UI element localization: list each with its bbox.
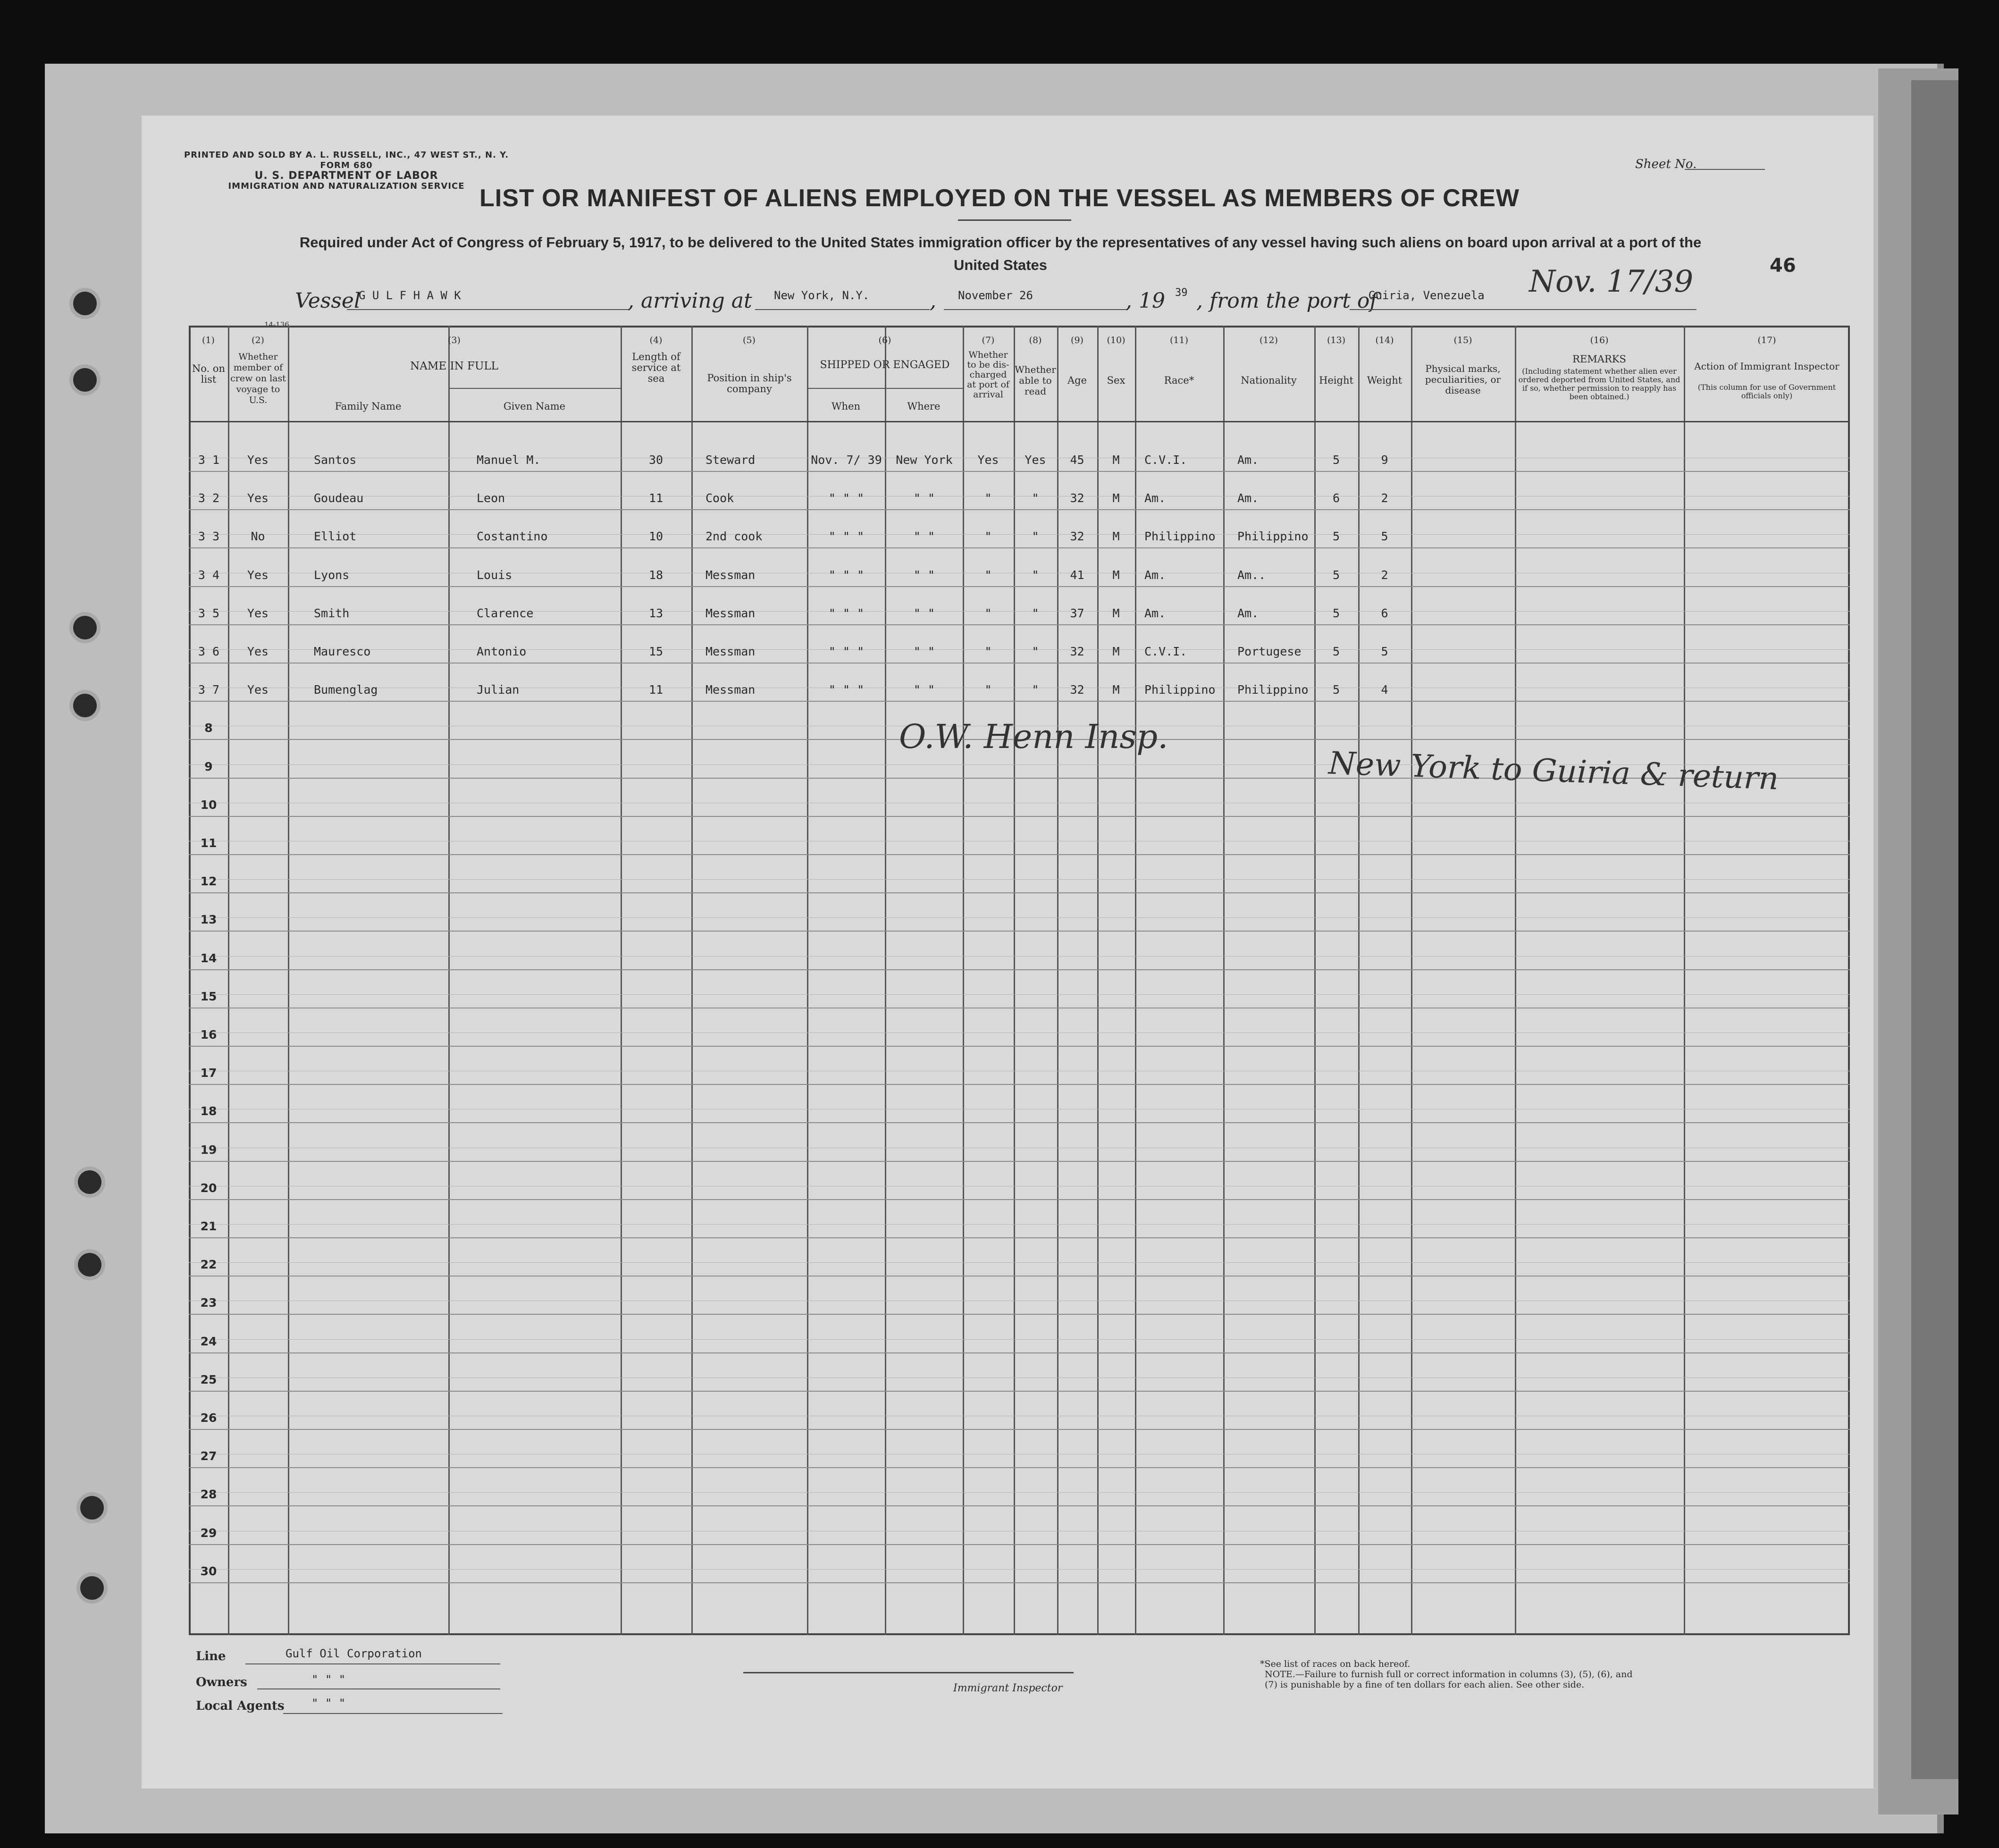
col-header-race: Race* [1164, 375, 1194, 386]
col-header-shipped: SHIPPED OR ENGAGED [820, 359, 950, 371]
cell-family-name: Elliot [314, 529, 357, 543]
cell-no: 3 7 [198, 683, 220, 697]
route-note: New York to Guiria & return [1327, 745, 1780, 797]
departure-handwritten: Nov. 17/39 [1529, 264, 1694, 299]
cell-nationality: Am. [1237, 606, 1259, 620]
row-subrule [189, 1224, 1850, 1225]
manifest-table [189, 326, 1850, 1635]
owners-underline [257, 1688, 500, 1689]
cell-no: 3 1 [198, 453, 220, 467]
document-title: LIST OR MANIFEST OF ALIENS EMPLOYED ON THE VESSEL AS MEMBERS OF CREW [479, 185, 1520, 212]
binder-hole-icon [73, 616, 97, 639]
form-code: 14-136 [264, 320, 289, 329]
cell-no: 3 2 [198, 491, 220, 505]
cell-given-name: Costantino [477, 529, 548, 543]
cell-discharged: " [984, 491, 992, 505]
owners-value: " " " [311, 1673, 346, 1686]
blank-row-number: 9 [204, 760, 213, 773]
header-bottom-rule [189, 421, 1850, 422]
cell-age: 37 [1070, 606, 1084, 620]
cell-service: 11 [648, 491, 664, 505]
column-divider [1057, 326, 1058, 1635]
blank-row-number: 14 [200, 951, 217, 965]
blank-row-number: 23 [200, 1296, 217, 1310]
blank-row-number: 20 [200, 1181, 217, 1195]
cell-nationality: Philippino [1237, 529, 1309, 543]
cell-height: 5 [1332, 606, 1340, 620]
row-rule [189, 509, 1850, 510]
cell-height: 5 [1332, 453, 1340, 467]
cell-discharged: " [984, 645, 992, 658]
date-underline [944, 309, 1128, 310]
column-divider [1515, 326, 1516, 1635]
cell-service: 30 [648, 453, 664, 467]
column-divider [691, 326, 693, 1635]
sheet-no-label: Sheet No. [1635, 157, 1697, 171]
row-rule [189, 1544, 1850, 1545]
cell-when: " " " [828, 645, 865, 658]
cell-age: 32 [1070, 491, 1084, 505]
cell-age: 45 [1070, 453, 1084, 467]
cell-age: 32 [1070, 645, 1084, 658]
cell-last-voyage: No [251, 529, 265, 543]
vessel-label: Vessel [295, 289, 361, 313]
cell-where: " " [913, 683, 935, 697]
col-number: (17) [1757, 335, 1776, 345]
cell-family-name: Lyons [314, 568, 350, 582]
cell-sex: M [1112, 568, 1120, 582]
cell-read: Yes [1025, 453, 1046, 467]
cell-weight: 4 [1381, 683, 1388, 697]
column-divider [288, 326, 289, 1635]
form-number: FORM 680 [320, 160, 373, 170]
blank-row-number: 21 [200, 1219, 217, 1233]
races-note: *See list of races on back hereof. [1260, 1659, 1411, 1669]
cell-position: Steward [706, 453, 756, 467]
column-divider [448, 326, 450, 1635]
row-rule [189, 471, 1850, 472]
year-suffix: 39 [1175, 287, 1188, 299]
column-divider [1223, 326, 1225, 1635]
required-statement: Required under Act of Congress of February 5, 1917, to be delivered to the United States immigration officer by the representatives of any vessel having such aliens on board upon arrival at a port of the United States [299, 234, 1702, 273]
cell-nationality: Am. [1237, 453, 1259, 467]
cell-when: " " " [828, 529, 865, 543]
col-number: (2) [252, 335, 264, 345]
department-name: U. S. DEPARTMENT OF LABOR [254, 170, 438, 182]
cell-family-name: Mauresco [314, 645, 371, 658]
row-rule [189, 892, 1850, 893]
col-header-height: Height [1319, 375, 1353, 386]
col-number: (14) [1375, 335, 1394, 345]
line-value: Gulf Oil Corporation [286, 1647, 422, 1660]
blank-row-number: 10 [200, 798, 217, 812]
cell-last-voyage: Yes [247, 453, 269, 467]
cell-race: Philippino [1144, 529, 1216, 543]
cell-nationality: Am.. [1237, 568, 1266, 582]
row-rule [189, 547, 1850, 548]
blank-row-number: 24 [200, 1335, 217, 1348]
cell-sex: M [1112, 683, 1120, 697]
owners-label: Owners [196, 1675, 247, 1689]
row-rule [189, 1237, 1850, 1238]
column-divider [228, 326, 229, 1635]
row-rule [189, 1467, 1850, 1468]
cell-weight: 2 [1381, 568, 1388, 582]
cell-weight: 5 [1381, 645, 1388, 658]
cell-service: 18 [648, 568, 664, 582]
blank-row-number: 11 [200, 836, 217, 850]
cell-age: 32 [1070, 529, 1084, 543]
col-header-last-voyage: Whether member of crew on last voyage to U.S. [230, 352, 286, 405]
col-header-family-name: Family Name [335, 401, 402, 412]
blank-row-number: 18 [200, 1104, 217, 1118]
col-header-sex: Sex [1107, 375, 1125, 386]
row-rule [189, 1046, 1850, 1047]
cell-last-voyage: Yes [247, 568, 269, 582]
cell-discharged: " [984, 683, 992, 697]
cell-when: " " " [828, 606, 865, 620]
cell-service: 10 [648, 529, 664, 543]
row-rule [189, 1122, 1850, 1123]
cell-race: Am. [1144, 568, 1166, 582]
cell-discharged: " [984, 529, 992, 543]
blank-row-number: 16 [200, 1028, 217, 1042]
cell-sex: M [1112, 645, 1120, 658]
cell-where: " " [913, 645, 935, 658]
row-rule [189, 1391, 1850, 1392]
blank-row-number: 30 [200, 1564, 217, 1578]
col-header-nationality: Nationality [1241, 375, 1297, 386]
cell-no: 3 6 [198, 645, 220, 658]
cell-read: " [1032, 683, 1039, 697]
agents-underline [283, 1713, 503, 1714]
blank-row-number: 25 [200, 1373, 217, 1386]
col-header-where: Where [907, 401, 941, 412]
cell-nationality: Philippino [1237, 683, 1309, 697]
binder-hole-icon [78, 1253, 101, 1277]
cell-read: " [1032, 529, 1039, 543]
cell-position: Messman [706, 568, 756, 582]
column-divider [1135, 326, 1136, 1635]
col-number: (9) [1071, 335, 1083, 345]
column-divider [1684, 326, 1685, 1635]
row-rule [189, 854, 1850, 855]
col-header-name: NAME IN FULL [410, 360, 498, 372]
blank-row-number: 13 [200, 913, 217, 926]
cell-height: 5 [1332, 568, 1340, 582]
immigrant-inspector-label: Immigrant Inspector [953, 1682, 1063, 1694]
row-rule [189, 1199, 1850, 1200]
row-rule [189, 1276, 1850, 1277]
cell-given-name: Leon [477, 491, 505, 505]
binder-hole-icon [73, 368, 97, 392]
row-subrule [189, 956, 1850, 957]
sheet-no-line [1685, 169, 1765, 170]
blank-row-number: 19 [200, 1143, 217, 1157]
col-number: (5) [743, 335, 756, 345]
cell-family-name: Bumenglag [314, 683, 378, 697]
col-header-age: Age [1067, 375, 1087, 386]
cell-weight: 2 [1381, 491, 1388, 505]
cell-race: C.V.I. [1144, 645, 1187, 658]
arriving-label: , arriving at [628, 289, 752, 313]
binder-hole-icon [73, 292, 97, 315]
blank-row-number: 28 [200, 1487, 217, 1501]
binder-hole-icon [80, 1576, 104, 1600]
blank-row-number: 15 [200, 990, 217, 1003]
blank-row-number: 17 [200, 1066, 217, 1080]
row-rule [189, 663, 1850, 664]
row-rule [189, 1314, 1850, 1315]
col-number: (16) [1590, 335, 1609, 345]
date-comma: , [930, 289, 936, 313]
row-rule [189, 1352, 1850, 1353]
cell-discharged: " [984, 606, 992, 620]
col-header-physical-marks: Physical marks, peculiarities, or disease [1425, 363, 1501, 396]
line-label: Line [196, 1649, 226, 1663]
blank-row-number: 27 [200, 1449, 217, 1463]
cell-when: " " " [828, 683, 865, 697]
service-name: IMMIGRATION AND NATURALIZATION SERVICE [228, 181, 465, 191]
printer-line: PRINTED AND SOLD BY A. L. RUSSELL, INC., 47 WEST ST., N. Y. [184, 150, 509, 160]
cell-race: Philippino [1144, 683, 1216, 697]
cell-sex: M [1112, 606, 1120, 620]
column-divider [1358, 326, 1360, 1635]
row-subrule [189, 917, 1850, 918]
cell-weight: 9 [1381, 453, 1388, 467]
cell-where: New York [896, 453, 953, 467]
cell-age: 32 [1070, 683, 1084, 697]
page-number: 46 [1770, 255, 1796, 277]
paper-stack-edge-dark [1911, 80, 1958, 1779]
column-divider [885, 326, 886, 1635]
cell-given-name: Clarence [477, 606, 534, 620]
row-rule [189, 1505, 1850, 1506]
col-header-inspector-action: Action of Immigrant Inspector [1694, 361, 1839, 372]
col-header-when: When [831, 401, 861, 412]
col-number: (13) [1327, 335, 1345, 345]
cell-when: " " " [828, 491, 865, 505]
row-subrule [189, 1569, 1850, 1570]
arriving-underline [755, 309, 930, 310]
cell-last-voyage: Yes [247, 491, 269, 505]
cell-family-name: Smith [314, 606, 350, 620]
row-rule [189, 931, 1850, 932]
line-underline [245, 1663, 500, 1664]
col-header-given-name: Given Name [503, 401, 566, 412]
penalty-note-2: (7) is punishable by a fine of ten dollars for each alien. See other side. [1265, 1680, 1585, 1690]
arrival-date: November 26 [958, 289, 1033, 302]
col-header-read: Whether able to read [1015, 364, 1056, 397]
cell-when: " " " [828, 568, 865, 582]
row-subrule [189, 1339, 1850, 1340]
row-rule [189, 1084, 1850, 1085]
cell-weight: 6 [1381, 606, 1388, 620]
cell-position: Messman [706, 606, 756, 620]
cell-service: 15 [648, 645, 664, 658]
cell-service: 11 [648, 683, 664, 697]
cell-family-name: Santos [314, 453, 357, 467]
cell-given-name: Julian [477, 683, 520, 697]
row-rule [189, 701, 1850, 702]
name-subheader-rule [448, 388, 621, 389]
col-header-weight: Weight [1367, 375, 1403, 386]
local-agents-label: Local Agents [196, 1699, 285, 1713]
cell-given-name: Louis [477, 568, 512, 582]
inspector-signature: O.W. Henn Insp. [899, 717, 1168, 756]
col-number: (12) [1259, 335, 1278, 345]
binder-hole-icon [80, 1496, 104, 1520]
column-divider [963, 326, 964, 1635]
cell-last-voyage: Yes [247, 645, 269, 658]
cell-where: " " [913, 568, 935, 582]
blank-row-number: 12 [200, 874, 217, 888]
col-header-inspector-sub: (This column for use of Government officials only) [1697, 383, 1836, 400]
cell-no: 3 3 [198, 529, 220, 543]
cell-race: C.V.I. [1144, 453, 1187, 467]
cell-read: " [1032, 606, 1039, 620]
cell-family-name: Goudeau [314, 491, 364, 505]
col-header-remarks-sub: (Including statement whether alien ever ordered deported from United States, and if so, whether permission to reapply has been obtained.) [1518, 367, 1680, 401]
cell-sex: M [1112, 491, 1120, 505]
row-rule [189, 586, 1850, 587]
row-subrule [189, 879, 1850, 880]
vessel-underline [347, 309, 630, 310]
vessel-name: G U L F H A W K [359, 289, 461, 302]
row-subrule [189, 1262, 1850, 1263]
cell-read: " [1032, 568, 1039, 582]
cell-position: Messman [706, 645, 756, 658]
cell-last-voyage: Yes [247, 606, 269, 620]
cell-when: Nov. 7/ 39 [811, 453, 882, 467]
cell-height: 5 [1332, 645, 1340, 658]
cell-height: 5 [1332, 529, 1340, 543]
column-divider [1097, 326, 1099, 1635]
binder-hole-icon [78, 1170, 101, 1194]
column-divider [1014, 326, 1015, 1635]
col-header-length-service: Length of service at sea [631, 351, 681, 384]
col-header-position: Position in ship's company [707, 372, 792, 395]
col-header-discharged: Whether to be dis-charged at port of arrival [967, 350, 1009, 400]
year-prefix: , 19 [1125, 289, 1165, 313]
row-rule [189, 969, 1850, 970]
row-rule [189, 1582, 1850, 1583]
col-number: (1) [202, 335, 215, 345]
cell-position: Messman [706, 683, 756, 697]
blank-row-number: 8 [204, 721, 213, 735]
blank-row-number: 29 [200, 1526, 217, 1540]
col-number: (15) [1453, 335, 1472, 345]
from-port-label: , from the port of [1196, 289, 1377, 313]
cell-age: 41 [1070, 568, 1084, 582]
col-header-no: No. on list [192, 363, 226, 385]
cell-where: " " [913, 491, 935, 505]
col-number: (10) [1107, 335, 1125, 345]
binder-hole-icon [73, 694, 97, 717]
cell-position: 2nd cook [706, 529, 763, 543]
cell-nationality: Portugese [1237, 645, 1302, 658]
cell-discharged: " [984, 568, 992, 582]
cell-discharged: Yes [977, 453, 999, 467]
cell-nationality: Am. [1237, 491, 1259, 505]
col-number: (8) [1029, 335, 1042, 345]
cell-height: 5 [1332, 683, 1340, 697]
cell-last-voyage: Yes [247, 683, 269, 697]
col-number: (7) [982, 335, 995, 345]
column-divider [807, 326, 808, 1635]
cell-no: 3 4 [198, 568, 220, 582]
row-subrule [189, 1492, 1850, 1493]
cell-sex: M [1112, 453, 1120, 467]
title-rule [958, 219, 1071, 221]
column-divider [1411, 326, 1412, 1635]
inspector-signature-line [743, 1672, 1074, 1673]
col-number: (6) [878, 335, 891, 345]
cell-race: Am. [1144, 491, 1166, 505]
cell-race: Am. [1144, 606, 1166, 620]
arriving-port: New York, N.Y. [774, 289, 870, 302]
blank-row-number: 22 [200, 1258, 217, 1271]
col-number: (11) [1169, 335, 1188, 345]
col-number: (3) [448, 335, 461, 345]
penalty-note-1: NOTE.—Failure to furnish full or correct information in columns (3), (5), (6), and [1265, 1669, 1633, 1680]
cell-height: 6 [1332, 491, 1340, 505]
column-divider [1314, 326, 1316, 1635]
cell-read: " [1032, 645, 1039, 658]
row-rule [189, 816, 1850, 817]
blank-row-number: 26 [200, 1411, 217, 1425]
local-agents-value: " " " [311, 1697, 346, 1710]
cell-given-name: Antonio [477, 645, 527, 658]
cell-where: " " [913, 606, 935, 620]
column-divider [621, 326, 622, 1635]
cell-sex: M [1112, 529, 1120, 543]
from-port-underline [1350, 309, 1697, 310]
cell-position: Cook [706, 491, 734, 505]
cell-where: " " [913, 529, 935, 543]
row-rule [189, 1161, 1850, 1162]
col-header-remarks: REMARKS [1572, 353, 1626, 365]
row-rule [189, 624, 1850, 625]
row-rule [189, 1429, 1850, 1430]
cell-weight: 5 [1381, 529, 1388, 543]
cell-read: " [1032, 491, 1039, 505]
row-subrule [189, 994, 1850, 995]
col-number: (4) [649, 335, 663, 345]
cell-service: 13 [648, 606, 664, 620]
cell-no: 3 5 [198, 606, 220, 620]
from-port: Guiria, Venezuela [1369, 289, 1485, 302]
cell-given-name: Manuel M. [477, 453, 541, 467]
